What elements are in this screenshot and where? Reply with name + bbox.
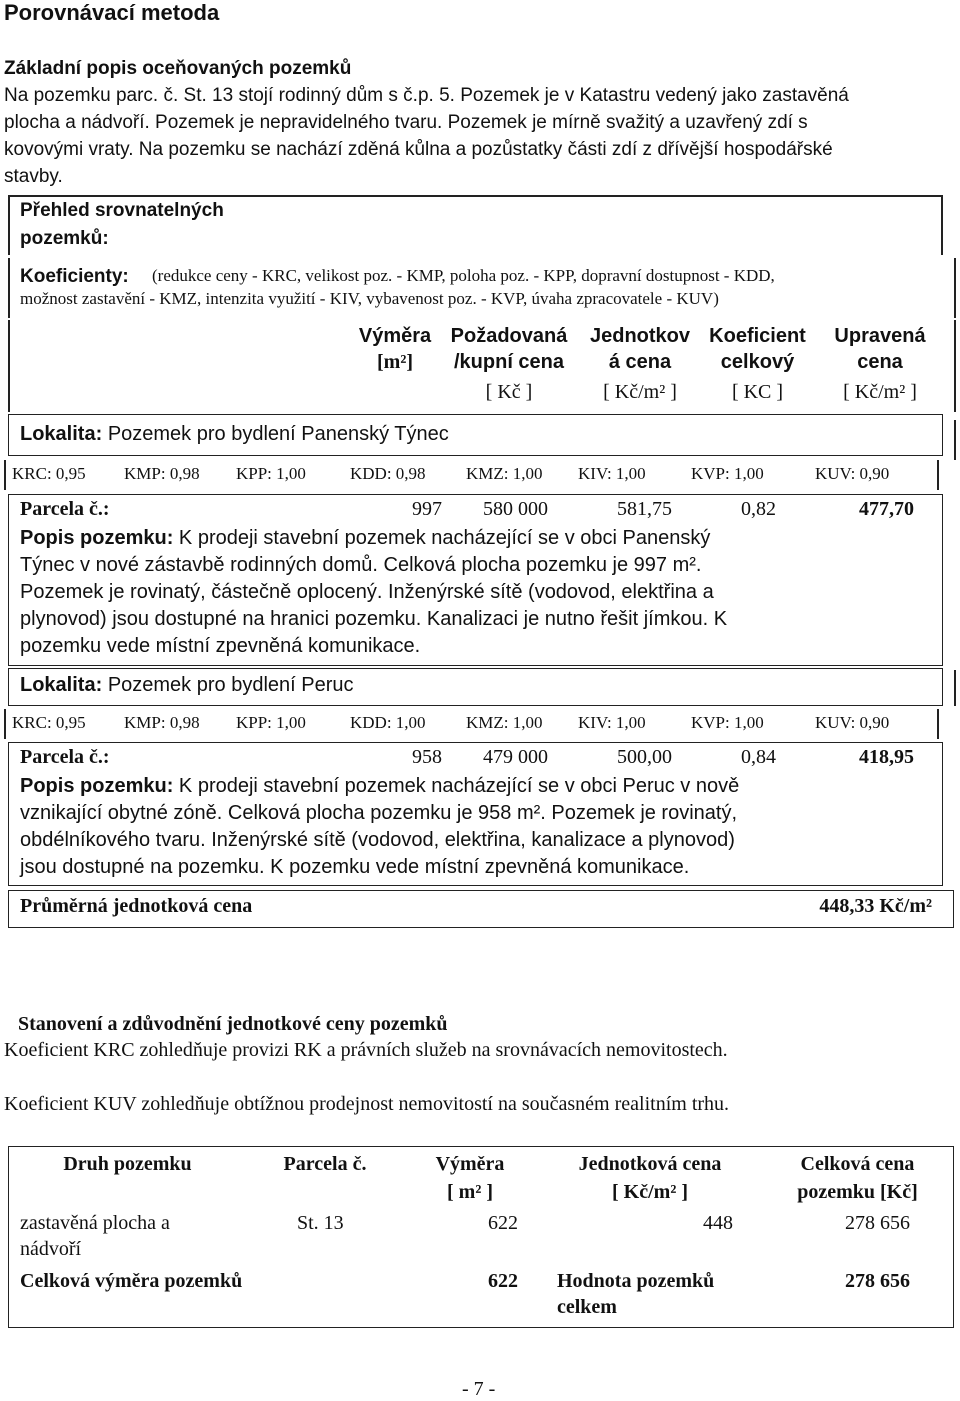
th-druh: Druh pozemku <box>63 1153 192 1175</box>
frame-line <box>954 420 956 460</box>
cell-vymera: 622 <box>488 1212 518 1234</box>
price-value: 479 000 <box>483 746 548 768</box>
frame-line <box>8 258 10 318</box>
justification-text: Koeficient KUV zohledňuje obtížnou prodejnost nemovitostí na současném realitním trhu. <box>4 1093 730 1115</box>
coef-value: KMZ: 1,00 <box>466 713 543 732</box>
col-koeficient-unit: [ KC ] <box>731 381 784 403</box>
location-label: Lokalita: <box>20 674 103 696</box>
coef-value: KDD: 0,98 <box>350 464 426 483</box>
coef-value: KUV: 0,90 <box>815 713 890 732</box>
desc-label: Popis pozemku: <box>20 775 174 797</box>
desc-line: jsou dostupné na pozemku. K pozemku vede místní zpevněná komunikace. <box>20 856 690 878</box>
desc-line <box>20 775 739 798</box>
col-koeficient: Koeficient <box>709 325 806 347</box>
page-title: Porovnávací metoda <box>4 0 220 25</box>
justification-heading: Stanovení a zdůvodnění jednotkové ceny pozemků <box>18 1013 448 1035</box>
frame-line <box>8 195 943 197</box>
coef-value: KMP: 0,98 <box>124 713 200 732</box>
coef-value: KIV: 1,00 <box>578 713 646 732</box>
desc-text: K prodeji stavební pozemek nacházející se v obci Panenský <box>178 527 711 549</box>
adjusted-value: 418,95 <box>859 746 914 768</box>
coef-value: KPP: 1,00 <box>236 713 306 732</box>
frame-line <box>937 709 939 739</box>
frame-line <box>4 460 6 490</box>
unit-price-value: 500,00 <box>617 746 672 768</box>
frame-line <box>954 320 956 412</box>
col-pozadovana-unit: [ Kč ] <box>485 381 533 403</box>
coef-value: KUV: 0,90 <box>815 464 890 483</box>
coef-value: KVP: 1,00 <box>691 464 764 483</box>
parcel-label: Parcela č.: <box>20 746 110 768</box>
coef-legend: možnost zastavění - KMZ, intenzita využití - KIV, vybavenost poz. - KVP, úvaha zpracovatele - KUV) <box>20 289 719 308</box>
intro-heading: Základní popis oceňovaných pozemků <box>4 58 352 79</box>
cell-jednotkova: 448 <box>703 1212 733 1234</box>
coef-value: KMZ: 1,00 <box>466 464 543 483</box>
unit-price-value: 581,75 <box>617 498 672 520</box>
coef-value: KVP: 1,00 <box>691 713 764 732</box>
col-jednotkova: á cena <box>608 351 672 373</box>
th-vymera-unit: [ m² ] <box>447 1181 493 1203</box>
th-vymera: Výměra <box>435 1153 505 1175</box>
col-upravena: Upravená <box>834 325 926 347</box>
col-jednotkova-unit: [ Kč/m² ] <box>603 381 677 403</box>
th-parcela: Parcela č. <box>283 1153 367 1175</box>
frame-line <box>4 709 6 739</box>
col-vymera: Výměra <box>358 325 432 347</box>
col-upravena: cena <box>857 351 903 373</box>
location-name: Pozemek pro bydlení Peruc <box>107 674 354 696</box>
overview-heading: pozemků: <box>20 228 109 249</box>
justification-text: Koeficient KRC zohledňuje provizi RK a právních služeb na srovnávacích nemovitostech. <box>4 1039 728 1061</box>
frame-line <box>954 258 956 318</box>
coef-value: KDD: 1,00 <box>350 713 426 732</box>
intro-line: plocha a nádvoří. Pozemek je nepravidelného tvaru. Pozemek je mírně svažitý a uzavřený zdí s <box>4 112 808 133</box>
location-name: Pozemek pro bydlení Panenský Týnec <box>107 423 449 445</box>
coef-value: KPP: 1,00 <box>236 464 306 483</box>
desc-line: obdélníkového tvaru. Inženýrské sítě (vodovod, elektřina, kanalizace a plynovod) <box>20 829 735 851</box>
frame-line <box>8 195 10 255</box>
desc-label: Popis pozemku: <box>20 527 174 549</box>
overview-heading: Přehled srovnatelných <box>20 200 224 221</box>
col-pozadovana: /kupní cena <box>453 351 565 373</box>
th-jednotkova: Jednotková cena <box>578 1153 722 1175</box>
adjusted-value: 477,70 <box>859 498 914 520</box>
coef-value: KRC: 0,95 <box>12 713 86 732</box>
col-koeficient: celkový <box>720 351 795 373</box>
col-jednotkova: Jednotkov <box>589 325 691 347</box>
th-celkova-unit: pozemku [Kč] <box>797 1181 918 1203</box>
coef-label: Koeficienty: <box>20 266 129 287</box>
desc-line: pozemku vede místní zpevněná komunikace. <box>20 635 421 657</box>
intro-line: kovovými vraty. Na pozemku se nachází zděná kůlna a pozůstatky části zdí z dřívější hospodářské <box>4 139 833 160</box>
col-pozadovana: Požadovaná <box>450 325 568 347</box>
desc-line: plynovod) jsou dostupné na hranici pozemku. Kanalizaci je nutno řešit jímkou. K <box>20 608 728 630</box>
parcel-label: Parcela č.: <box>20 498 110 520</box>
intro-line: stavby. <box>4 166 63 187</box>
frame-line <box>941 195 943 255</box>
coef-value: KIV: 1,00 <box>578 464 646 483</box>
frame-line <box>954 670 956 706</box>
coef-total-value: 0,82 <box>741 498 776 520</box>
location <box>20 423 449 446</box>
cell-parcela: St. 13 <box>297 1212 344 1234</box>
total-celkova: 278 656 <box>845 1270 910 1292</box>
average-label: Průměrná jednotková cena <box>20 895 253 917</box>
area-value: 958 <box>412 746 442 768</box>
coef-value: KMP: 0,98 <box>124 464 200 483</box>
cell-druh: zastavěná plocha a <box>20 1212 170 1234</box>
th-celkova: Celková cena <box>800 1153 915 1175</box>
location-label: Lokalita: <box>20 423 103 445</box>
frame-line <box>937 460 939 490</box>
coef-total-value: 0,84 <box>741 746 776 768</box>
location <box>20 674 354 697</box>
cell-druh: nádvoří <box>20 1238 82 1260</box>
coef-legend: (redukce ceny - KRC, velikost poz. - KMP, poloha poz. - KPP, dopravní dostupnost - KDD, <box>152 266 775 285</box>
intro-line: Na pozemku parc. č. St. 13 stojí rodinný dům s č.p. 5. Pozemek je v Katastru vedený jako zastavěná <box>4 85 849 106</box>
cell-celkova: 278 656 <box>845 1212 910 1234</box>
desc-line: Pozemek je rovinatý, částečně oplocený. Inženýrské sítě (vodovod, elektřina a <box>20 581 714 603</box>
desc-text: K prodeji stavební pozemek nacházející se v obci Peruc v nově <box>178 775 740 797</box>
total-label: Celková výměra pozemků <box>20 1270 243 1292</box>
desc-line <box>20 527 710 550</box>
coef-value: KRC: 0,95 <box>12 464 86 483</box>
col-upravena-unit: [ Kč/m² ] <box>843 381 917 403</box>
desc-line: vznikající obytné zóně. Celková plocha pozemku je 958 m². Pozemek je rovinatý, <box>20 802 738 824</box>
price-value: 580 000 <box>483 498 548 520</box>
total-vymera: 622 <box>488 1270 518 1292</box>
desc-line: Týnec v nové zástavbě rodinných domů. Celková plocha pozemku je 997 m². <box>20 554 702 576</box>
total-hodnota-label: celkem <box>557 1296 617 1318</box>
col-vymera-unit: [m²] <box>377 351 413 373</box>
area-value: 997 <box>412 498 442 520</box>
average-value: 448,33 Kč/m² <box>819 895 932 917</box>
frame-line <box>8 320 10 412</box>
page-number: - 7 - <box>462 1378 496 1400</box>
total-hodnota-label: Hodnota pozemků <box>557 1270 715 1292</box>
th-jednotkova-unit: [ Kč/m² ] <box>612 1181 688 1203</box>
